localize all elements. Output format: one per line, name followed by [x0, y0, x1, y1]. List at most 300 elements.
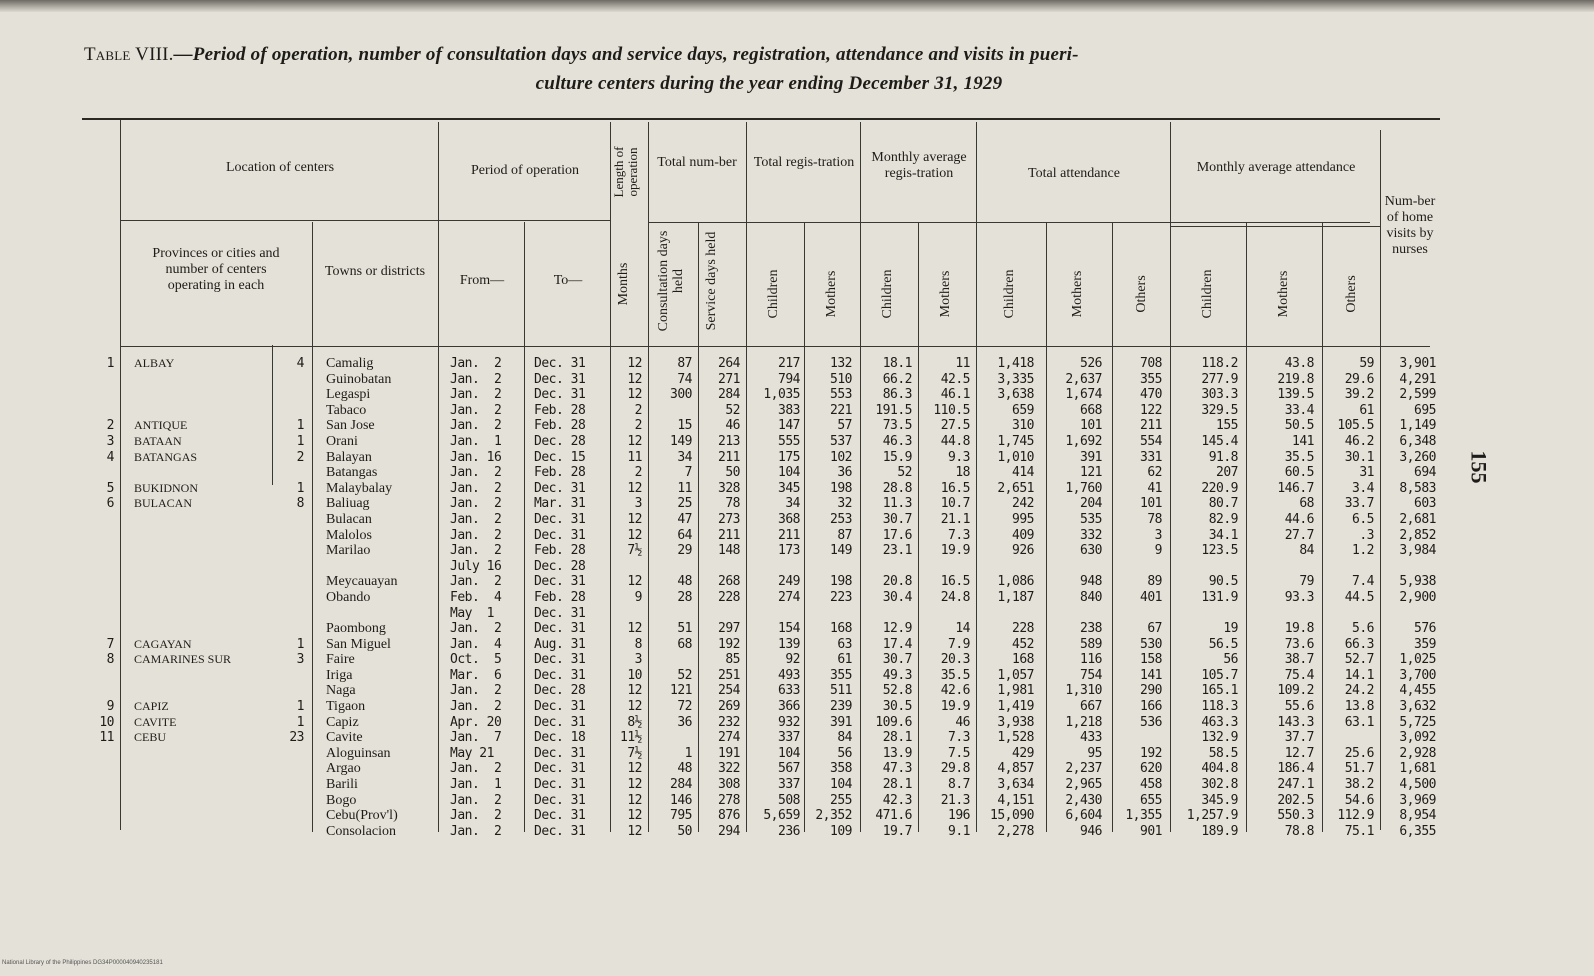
table-cell: 19 [1223, 621, 1238, 637]
table-cell: Dec. 31 [534, 667, 586, 683]
table-cell: Dec. 31 [534, 356, 586, 371]
table-cell [862, 559, 912, 575]
table-cell: 15.9 [882, 449, 912, 465]
table-cell [276, 543, 304, 559]
table-cell: 90.5 [1208, 574, 1238, 590]
table-cell [276, 777, 304, 793]
table-cell [134, 606, 270, 622]
header-home-visits: Num-ber of home visits by nurses [1384, 194, 1436, 257]
table-cell: Jan. 2 [450, 418, 502, 434]
table-cell: 1,981 [997, 683, 1034, 699]
header-total-attendance: Total attendance [1028, 166, 1120, 181]
table-cell: Jan. 2 [450, 761, 502, 777]
table-cell: 655 [1140, 792, 1162, 808]
table-cell: 2,852 [1399, 527, 1436, 543]
table-cell: 249 [778, 574, 800, 590]
table-cell [806, 606, 852, 622]
table-cell: 122 [1140, 402, 1162, 418]
table-cell: 25.6 [1344, 745, 1374, 761]
table-cell: 109 [830, 823, 852, 839]
table-cell: 271 [718, 371, 740, 387]
column-att-others [1114, 356, 1162, 839]
table-cell [748, 559, 800, 575]
column-province [134, 356, 270, 839]
table-cell [1114, 730, 1162, 746]
table-cell [96, 761, 114, 777]
table-cell: Jan. 2 [450, 543, 502, 559]
table-cell [1114, 559, 1162, 575]
table-cell: Jan. 2 [450, 527, 502, 543]
table-cell: 30.7 [882, 511, 912, 527]
table-cell: 3,335 [997, 371, 1034, 387]
table-cell: 207 [1216, 465, 1238, 481]
table-cell: 268 [718, 574, 740, 590]
table-cell [1048, 606, 1102, 622]
table-cell: CAGAYAN [134, 636, 192, 651]
table-cell: 121 [670, 683, 692, 699]
table-cell: 74 [677, 371, 692, 387]
table-cell [134, 683, 270, 699]
table-cell [276, 512, 304, 528]
header-monthly-registration: Monthly average regis-tration [871, 150, 967, 181]
table-cell [96, 746, 114, 762]
table-cell: 9 [634, 589, 642, 605]
table-cell: 50 [725, 465, 740, 481]
table-cell: 51.7 [1344, 761, 1374, 777]
table-cell: 303.3 [1201, 387, 1238, 403]
header-monthly-attendance: Monthly average attendance [1196, 160, 1356, 175]
table-cell: 101 [1140, 496, 1162, 512]
table-cell [276, 590, 304, 606]
table-cell: 19.9 [940, 699, 970, 715]
table-cell: 29.6 [1344, 371, 1374, 387]
column-att-mothers [1048, 356, 1102, 839]
table-cell: 1,149 [1399, 418, 1436, 434]
table-cell: 46.1 [940, 387, 970, 403]
table-cell [134, 512, 270, 528]
table-cell: BATAAN [134, 433, 182, 448]
table-cell: 1,692 [1065, 433, 1102, 449]
table-cell: Feb. 28 [534, 402, 586, 418]
table-cell: Dec. 31 [534, 823, 586, 839]
table-cell: 795 [670, 808, 692, 824]
table-cell: 589 [1080, 636, 1102, 652]
column-reg-children [748, 356, 800, 839]
table-cell: San Jose [326, 418, 375, 434]
table-cell [134, 590, 270, 606]
table-cell: 458 [1140, 777, 1162, 793]
table-cell: 530 [1140, 636, 1162, 652]
table-cell: 290 [1140, 683, 1162, 699]
table-cell: Jan. 2 [450, 402, 502, 418]
table-cell: 359 [1414, 636, 1436, 652]
table-cell: 7.3 [948, 527, 970, 543]
table-cell: 12 [627, 480, 642, 496]
table-cell: 145.4 [1201, 433, 1238, 449]
column-home-visits [1384, 356, 1436, 839]
header-mreg-mothers: Mothers [938, 270, 953, 318]
header-period: Period of operation [470, 163, 580, 178]
table-cell [276, 668, 304, 684]
table-cell: 433 [1080, 730, 1102, 746]
table-cell: 1 [684, 745, 692, 761]
column-reg-mothers [806, 356, 852, 839]
table-cell [134, 528, 270, 544]
table-cell: 143.3 [1277, 714, 1314, 730]
table-cell: 29 [677, 543, 692, 559]
table-cell: 383 [778, 402, 800, 418]
table-cell: 3 [1154, 527, 1162, 543]
table-cell: 401 [1140, 589, 1162, 605]
table-cell: 7.3 [948, 730, 970, 746]
table-cell: Balayan [326, 449, 372, 465]
scan-top-edge [0, 0, 1594, 12]
header-subrule [120, 220, 610, 221]
table-cell: Jan. 1 [450, 433, 502, 449]
table-cell: 3,901 [1399, 356, 1436, 371]
col-sep [648, 122, 649, 832]
table-cell: 1,528 [997, 730, 1034, 746]
table-cell [276, 746, 304, 762]
table-cell: 31 [1359, 465, 1374, 481]
table-cell: 78 [725, 496, 740, 512]
table-cell: Dec. 31 [534, 714, 586, 730]
table-cell: Dec. 31 [534, 761, 586, 777]
table-cell: 1,057 [997, 667, 1034, 683]
table-cell: Aloguinsan [326, 745, 391, 761]
table-cell: Dec. 31 [534, 605, 586, 621]
table-cell: Jan. 2 [450, 683, 502, 699]
table-cell: Dec. 31 [534, 527, 586, 543]
table-cell: 7½ [627, 543, 642, 559]
table-cell [96, 387, 114, 403]
table-cell: 3,938 [997, 714, 1034, 730]
header-total-number: Total num-ber [657, 155, 737, 170]
table-cell: 12 [627, 761, 642, 777]
table-cell: 141 [1292, 433, 1314, 449]
table-cell: Feb. 28 [534, 589, 586, 605]
table-cell: 603 [1414, 496, 1436, 512]
table-cell: 12 [627, 792, 642, 808]
table-cell: CAMARINES SUR [134, 652, 232, 667]
table-cell [700, 606, 740, 622]
table-cell: 192 [718, 636, 740, 652]
table-cell: 358 [830, 761, 852, 777]
table-cell: Bulacan [326, 511, 372, 527]
table-cell: BUKIDNON [134, 480, 198, 495]
table-cell: 14.1 [1344, 667, 1374, 683]
table-cell [96, 512, 114, 528]
table-cell [134, 746, 270, 762]
table-cell: 3 [634, 652, 642, 668]
table-cell: 61 [837, 652, 852, 668]
table-cell: Aug. 31 [534, 636, 586, 652]
table-cell: 2 [634, 418, 642, 434]
table-cell: 34 [677, 449, 692, 465]
table-cell: 123.5 [1201, 543, 1238, 559]
table-cell: 12 [627, 371, 642, 387]
header-towns: Towns or districts [324, 264, 426, 279]
table-cell: Naga [326, 683, 356, 699]
table-cell: 4,455 [1399, 683, 1436, 699]
table-cell: 7 [684, 465, 692, 481]
header-matt-others: Others [1344, 275, 1359, 313]
table-cell: Dec. 28 [534, 558, 586, 574]
table-cell [96, 559, 114, 575]
column-matt-others [1324, 356, 1374, 839]
table-cell: 3,969 [1399, 792, 1436, 808]
col-sep [804, 222, 805, 832]
table-cell: 12.7 [1284, 745, 1314, 761]
table-cell: 5,725 [1399, 714, 1436, 730]
table-cell: 5,938 [1399, 574, 1436, 590]
table-cell: 668 [1080, 402, 1102, 418]
table-cell: 20.8 [882, 574, 912, 590]
table-cell: 47 [677, 511, 692, 527]
table-cell: 329.5 [1201, 402, 1238, 418]
table-cell: 7.4 [1352, 574, 1374, 590]
table-cell: 19.7 [882, 823, 912, 839]
table-cell: 52 [897, 465, 912, 481]
table-cell: Dec. 31 [534, 652, 586, 668]
scan-footer: National Library of the Philippines DG34P000040940235181 [2, 960, 163, 966]
table-cell: 46 [725, 418, 740, 434]
table-cell: 9 [106, 699, 114, 715]
table-cell [700, 559, 740, 575]
table-cell: 18 [955, 465, 970, 481]
table-cell: ALBAY [134, 356, 175, 370]
col-sep [1112, 222, 1113, 832]
table-cell: 39.2 [1344, 387, 1374, 403]
table-cell: 56 [837, 745, 852, 761]
table-cell: 3,700 [1399, 667, 1436, 683]
table-cell: 7 [106, 636, 114, 652]
table-cell [134, 621, 270, 637]
table-cell: 1,310 [1065, 683, 1102, 699]
table-cell: 8,954 [1399, 808, 1436, 824]
table-cell: 85 [725, 652, 740, 668]
table-cell: 25 [677, 496, 692, 512]
table-cell [276, 606, 304, 622]
table-cell: 78 [1147, 511, 1162, 527]
table-cell: 274 [778, 589, 800, 605]
table-cell: 1 [296, 480, 304, 496]
table-cell: 4 [106, 449, 114, 465]
table-cell: 10 [627, 667, 642, 683]
table-cell: BATANGAS [134, 449, 198, 464]
table-cell: 308 [718, 777, 740, 793]
table-cell: 58.5 [1208, 745, 1238, 761]
table-cell: 24.2 [1344, 683, 1374, 699]
table-cell: 1 [296, 699, 304, 715]
table-cell: 1,681 [1399, 761, 1436, 777]
col-sep [438, 122, 439, 832]
table-cell: 355 [830, 667, 852, 683]
column-mreg-children [862, 356, 912, 839]
table-cell [1114, 606, 1162, 622]
table-cell [806, 559, 852, 575]
table-cell [920, 559, 970, 575]
table-cell [134, 574, 270, 590]
table-cell: 46.3 [882, 433, 912, 449]
page-number: 155 [1466, 450, 1492, 484]
table-cell: 366 [778, 699, 800, 715]
table-cell: 11 [677, 480, 692, 496]
table-cell: 36 [677, 714, 692, 730]
table-cell: 211 [1140, 418, 1162, 434]
table-cell [134, 543, 270, 559]
table-cell [276, 824, 304, 840]
col-sep [1380, 130, 1381, 830]
table-cell: 37.7 [1284, 730, 1314, 746]
column-to [534, 356, 608, 839]
table-cell [978, 606, 1034, 622]
header-location: Location of centers [225, 160, 335, 175]
table-cell: Faire [326, 652, 355, 668]
table-cell: 149 [670, 433, 692, 449]
table-cell: 355 [1140, 371, 1162, 387]
table-cell: 269 [718, 699, 740, 715]
table-cell: 217 [778, 356, 800, 371]
table-cell: Cebu(Prov'l) [326, 808, 398, 824]
table-cell: 452 [1012, 636, 1034, 652]
table-cell: 4,291 [1399, 371, 1436, 387]
table-cell [96, 683, 114, 699]
header-att-children: Children [1002, 269, 1017, 319]
table-cell: 104 [778, 465, 800, 481]
table-cell: Dec. 28 [534, 683, 586, 699]
table-cell: CAVITE [134, 714, 177, 729]
table-cell: Jan. 2 [450, 574, 502, 590]
table-cell: 30.5 [882, 699, 912, 715]
table-cell: 32 [837, 496, 852, 512]
table-cell: 38.7 [1284, 652, 1314, 668]
table-cell [652, 652, 692, 668]
table-cell: 2,681 [1399, 511, 1436, 527]
table-cell: 247.1 [1277, 777, 1314, 793]
table-cell: 6.5 [1352, 511, 1374, 527]
table-cell: Cavite [326, 730, 363, 746]
header-subrule [1170, 226, 1380, 227]
table-cell: 50 [677, 823, 692, 839]
table-cell: 16.5 [940, 574, 970, 590]
table-cell: 141 [1140, 667, 1162, 683]
table-cell: 8.7 [948, 777, 970, 793]
table-cell: 191.5 [875, 402, 912, 418]
table-cell: Jan. 2 [450, 496, 502, 512]
table-cell: 4,857 [997, 761, 1034, 777]
table-cell [1048, 559, 1102, 575]
table-cell: Dec. 31 [534, 808, 586, 824]
table-cell: Apr. 20 [450, 714, 502, 730]
table-cell [276, 621, 304, 637]
table-cell: 840 [1080, 589, 1102, 605]
table-cell: ANTIQUE [134, 418, 188, 433]
table-cell: 54.6 [1344, 792, 1374, 808]
table-cell [134, 761, 270, 777]
table-cell: 9.3 [948, 449, 970, 465]
col-sep [524, 222, 525, 832]
table-cell: 284 [670, 777, 692, 793]
table-cell: 131.9 [1201, 589, 1238, 605]
table-cell: 242 [1012, 496, 1034, 512]
table-cell: 3,984 [1399, 543, 1436, 559]
table-cell: 33.4 [1284, 402, 1314, 418]
table-cell: 139.5 [1277, 387, 1314, 403]
col-sep [1322, 222, 1323, 832]
table-cell: 10 [99, 714, 114, 730]
table-cell: Dec. 31 [534, 792, 586, 808]
table-cell [96, 372, 114, 388]
table-cell: 536 [1140, 714, 1162, 730]
table-cell: 154 [778, 621, 800, 637]
table-cell: 44.5 [1344, 589, 1374, 605]
table-cell: 196 [948, 808, 970, 824]
table-cell: 3,632 [1399, 699, 1436, 715]
table-cell: 526 [1080, 356, 1102, 371]
table-cell [134, 824, 270, 840]
table-cell: 132.9 [1201, 730, 1238, 746]
table-cell: 537 [830, 433, 852, 449]
table-cell: 186.4 [1277, 761, 1314, 777]
table-cell: 3 [296, 652, 304, 668]
table-cell [134, 403, 270, 419]
table-cell: 211 [718, 449, 740, 465]
table-cell: 232 [718, 714, 740, 730]
table-cell: 253 [830, 511, 852, 527]
table-cell: July 16 [450, 558, 502, 574]
table-cell: 30.7 [882, 652, 912, 668]
table-cell [1324, 606, 1374, 622]
table-cell: 52.8 [882, 683, 912, 699]
table-cell: 189.9 [1201, 823, 1238, 839]
table-cell: 198 [830, 574, 852, 590]
table-cell: Consolacion [326, 823, 396, 839]
table-cell: May 1 [450, 605, 494, 621]
table-cell: 27.7 [1284, 527, 1314, 543]
table-cell: 24.8 [940, 589, 970, 605]
table-cell: Mar. 31 [534, 496, 586, 512]
table-cell [96, 590, 114, 606]
table-cell [276, 683, 304, 699]
table-cell: Legaspi [326, 387, 371, 403]
table-cell: 118.2 [1201, 356, 1238, 371]
table-cell: 3,260 [1399, 449, 1436, 465]
table-cell: 41 [1147, 480, 1162, 496]
table-cell: Obando [326, 589, 371, 605]
table-cell: 148 [718, 543, 740, 559]
table-cell: 337 [778, 730, 800, 746]
table-cell: 12 [627, 808, 642, 824]
table-cell [652, 559, 692, 575]
table-cell: Baliuag [326, 496, 370, 512]
table-cell: 493 [778, 667, 800, 683]
table-cell: 42.5 [940, 371, 970, 387]
table-cell [326, 606, 436, 622]
table-cell: 109.6 [875, 714, 912, 730]
table-cell: 104 [830, 777, 852, 793]
table-cell: 555 [778, 433, 800, 449]
table-cell: BULACAN [134, 496, 193, 511]
table-cell: Capiz [326, 714, 359, 730]
table-cell: 92 [785, 652, 800, 668]
table-cell: 52.7 [1344, 652, 1374, 668]
column-mreg-mothers [920, 356, 970, 839]
table-cell: 11 [955, 356, 970, 371]
table-cell [1384, 559, 1436, 575]
table-cell: 17.6 [882, 527, 912, 543]
table-cell [652, 606, 692, 622]
